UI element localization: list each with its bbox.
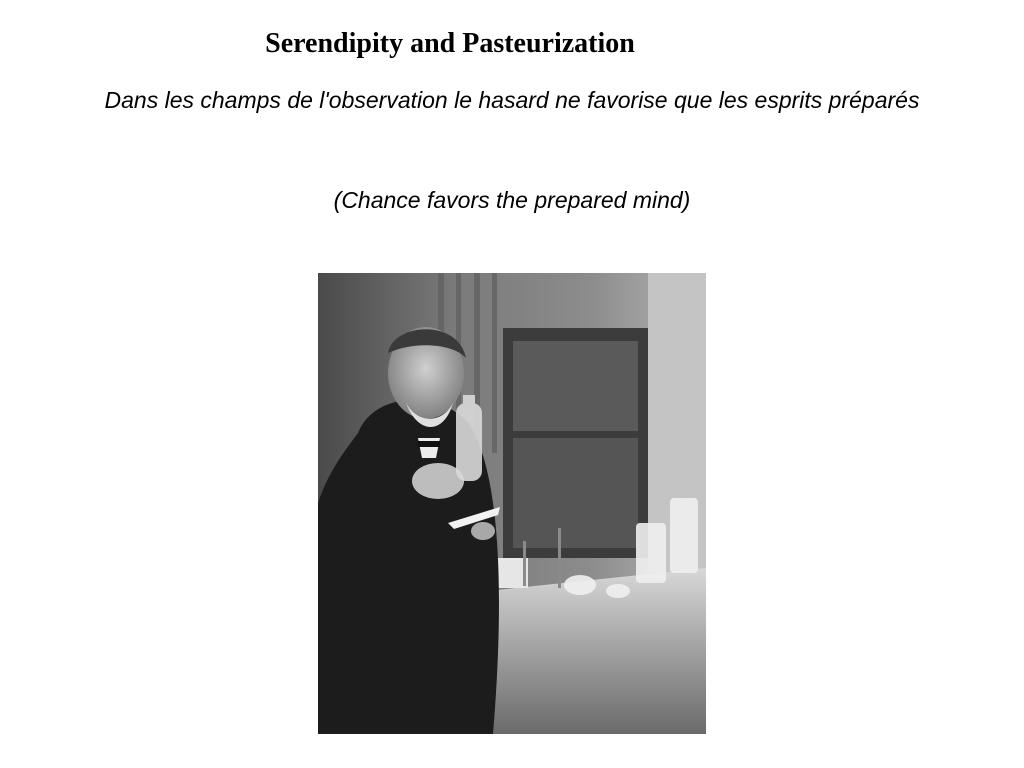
laboratory-portrait-image [318, 273, 706, 734]
portrait-illustration [318, 273, 706, 734]
english-translation: (Chance favors the prepared mind) [333, 187, 691, 213]
slide-title: Serendipity and Pasteurization [265, 28, 635, 59]
french-quote: Dans les champs de l'observation le hasard ne favorise que les esprits préparés [104, 87, 920, 113]
